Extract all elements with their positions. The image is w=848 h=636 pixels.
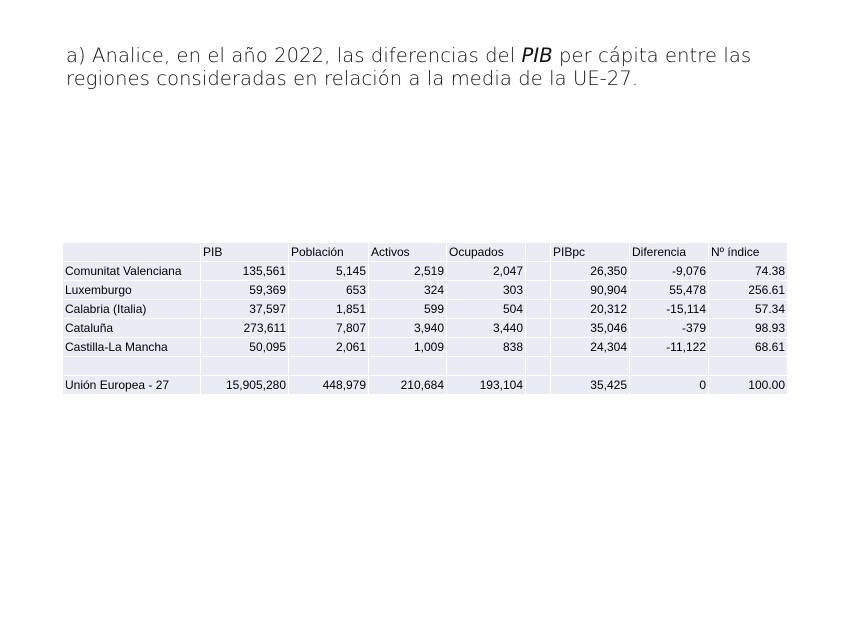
table-cell: 599 (369, 300, 446, 319)
table-cell: 98.93 (709, 319, 787, 338)
table-cell: 1,851 (289, 300, 368, 319)
table-header-row (63, 243, 787, 262)
table-cell: 2,519 (369, 262, 446, 281)
empty-row (63, 357, 787, 376)
header-cell: Activos (369, 243, 446, 262)
question-part1: a) Analice, en el año 2022, las diferencias del (66, 44, 522, 67)
region-cell: Calabria (Italia) (63, 300, 200, 319)
table-cell: 24,304 (551, 338, 629, 357)
table-cell: 50,095 (201, 338, 288, 357)
question-text (66, 44, 796, 90)
table-cell (526, 319, 550, 338)
table-cell: 35,425 (551, 376, 629, 395)
table-cell: 74.38 (709, 262, 787, 281)
empty-cell (447, 357, 525, 376)
table-row (63, 319, 787, 338)
table-cell: -9,076 (630, 262, 708, 281)
empty-cell (526, 357, 550, 376)
region-cell: Unión Europea - 27 (63, 376, 200, 395)
table-cell: 37,597 (201, 300, 288, 319)
table-cell: 324 (369, 281, 446, 300)
header-cell: Población (289, 243, 368, 262)
header-cell (63, 243, 200, 262)
question-part2: per cápita entre las regiones consideradas en relación a la media de la UE-27. (66, 44, 752, 90)
region-cell: Comunitat Valenciana (63, 262, 200, 281)
header-cell: PIBpc (551, 243, 629, 262)
data-table (62, 243, 788, 395)
table-cell: 68.61 (709, 338, 787, 357)
table-cell: 210,684 (369, 376, 446, 395)
empty-cell (201, 357, 288, 376)
header-cell: Diferencia (630, 243, 708, 262)
table-cell: 35,046 (551, 319, 629, 338)
table-cell: 256.61 (709, 281, 787, 300)
empty-cell (289, 357, 368, 376)
table-cell (526, 300, 550, 319)
table-cell: -15,114 (630, 300, 708, 319)
table-row (63, 300, 787, 319)
header-cell: PIB (201, 243, 288, 262)
empty-cell (709, 357, 787, 376)
table-cell: 55,478 (630, 281, 708, 300)
table-cell: 7,807 (289, 319, 368, 338)
table-cell: 1,009 (369, 338, 446, 357)
table-cell: 448,979 (289, 376, 368, 395)
table-cell: 100.00 (709, 376, 787, 395)
table-cell: 59,369 (201, 281, 288, 300)
table-cell: 15,905,280 (201, 376, 288, 395)
table-cell: 0 (630, 376, 708, 395)
table-cell: 273,611 (201, 319, 288, 338)
table-cell: 653 (289, 281, 368, 300)
table-cell (526, 281, 550, 300)
table-cell: 193,104 (447, 376, 525, 395)
table-cell: 90,904 (551, 281, 629, 300)
table-cell: 20,312 (551, 300, 629, 319)
table-cell: 26,350 (551, 262, 629, 281)
table-cell: 838 (447, 338, 525, 357)
table-cell: 135,561 (201, 262, 288, 281)
empty-cell (630, 357, 708, 376)
table-cell: 3,940 (369, 319, 446, 338)
empty-cell (551, 357, 629, 376)
table-cell: 504 (447, 300, 525, 319)
empty-cell (369, 357, 446, 376)
table-cell: 3,440 (447, 319, 525, 338)
total-row (63, 376, 787, 395)
table-row (63, 338, 787, 357)
table-cell (526, 376, 550, 395)
table-cell: 2,061 (289, 338, 368, 357)
table-cell (526, 338, 550, 357)
empty-cell (63, 357, 200, 376)
table-cell: 5,145 (289, 262, 368, 281)
table-row (63, 281, 787, 300)
table-cell (526, 262, 550, 281)
region-cell: Cataluña (63, 319, 200, 338)
header-cell (526, 243, 550, 262)
question-italic-term: PIB (521, 44, 553, 67)
table-cell: 2,047 (447, 262, 525, 281)
table-cell: 303 (447, 281, 525, 300)
region-cell: Luxemburgo (63, 281, 200, 300)
table-cell: -379 (630, 319, 708, 338)
header-cell: Nº índice (709, 243, 787, 262)
header-cell: Ocupados (447, 243, 525, 262)
table-cell: 57.34 (709, 300, 787, 319)
table-cell: -11,122 (630, 338, 708, 357)
region-cell: Castilla-La Mancha (63, 338, 200, 357)
table-row (63, 262, 787, 281)
